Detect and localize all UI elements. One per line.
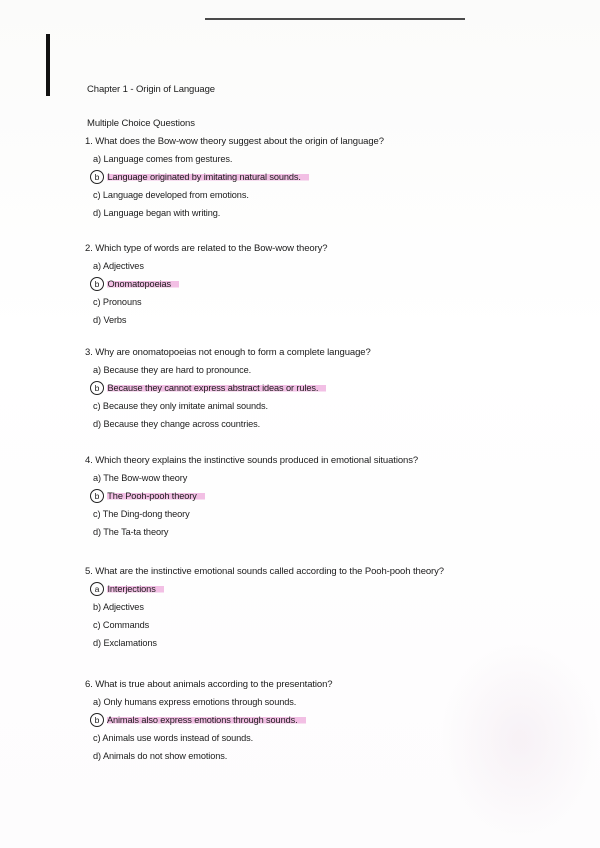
scan-edge-shadow-top xyxy=(205,18,465,20)
circled-option-letter: b xyxy=(90,277,104,291)
option-text: Because they only imitate animal sounds. xyxy=(102,401,268,411)
option-text: Exclamations xyxy=(103,638,157,648)
option-text: Because they are hard to pronounce. xyxy=(103,365,252,375)
answer-option-selected xyxy=(93,275,561,293)
option-letter: d) xyxy=(93,208,101,218)
question-text: 4. Which theory explains the instinctive sounds produced in emotional situations? xyxy=(85,455,419,466)
option-letter: d) xyxy=(93,419,101,429)
answer-option-selected xyxy=(93,168,561,186)
option-text: Verbs xyxy=(103,315,127,325)
circled-option-letter: a xyxy=(90,582,104,596)
highlighted-answer-text: Interjections xyxy=(107,584,163,594)
option-text: Adjectives xyxy=(102,602,144,612)
option-letter: c) xyxy=(93,733,101,743)
circled-option-letter: b xyxy=(90,381,104,395)
option-text: Language developed from emotions. xyxy=(102,190,249,200)
question-text: 1. What does the Bow-wow theory suggest about the origin of language? xyxy=(85,136,384,147)
option-letter: a) xyxy=(93,261,101,271)
chapter-title: Chapter 1 - Origin of Language xyxy=(87,84,215,95)
answer-option xyxy=(93,634,561,652)
option-letter: c) xyxy=(93,401,101,411)
option-letter: d) xyxy=(93,315,101,325)
answer-option xyxy=(93,311,561,329)
option-text: Language began with writing. xyxy=(103,208,221,218)
option-text: Adjectives xyxy=(102,261,144,271)
option-letter: d) xyxy=(93,527,101,537)
answer-option xyxy=(93,415,561,433)
answer-option-selected xyxy=(93,487,561,505)
option-letter: c) xyxy=(93,509,101,519)
answer-option xyxy=(93,257,561,275)
question-text: 6. What is true about animals according to the presentation? xyxy=(85,679,333,690)
option-letter: c) xyxy=(93,190,101,200)
answer-option xyxy=(93,505,561,523)
option-text: Only humans express emotions through sounds. xyxy=(103,697,297,707)
answer-option xyxy=(93,616,561,634)
option-text: The Ta-ta theory xyxy=(103,527,169,537)
highlighted-answer-text: Onomatopoeias xyxy=(107,279,179,289)
option-text: Animals do not show emotions. xyxy=(102,751,228,761)
circled-option-letter: b xyxy=(90,489,104,503)
answer-option xyxy=(93,598,561,616)
question-block xyxy=(81,677,561,765)
scan-edge-shadow-left xyxy=(46,34,50,96)
circled-option-letter: b xyxy=(90,713,104,727)
highlighted-answer-text: Language originated by imitating natural sounds. xyxy=(107,172,308,182)
answer-option xyxy=(93,293,561,311)
answer-option xyxy=(93,729,561,747)
answer-option-selected xyxy=(93,580,561,598)
option-letter: d) xyxy=(93,751,101,761)
answer-option xyxy=(93,469,561,487)
answer-option xyxy=(93,204,561,222)
highlighted-answer-text: The Pooh-pooh theory xyxy=(107,491,204,501)
answer-option xyxy=(93,523,561,541)
question-block xyxy=(81,134,561,222)
option-letter: a) xyxy=(93,154,101,164)
answer-option xyxy=(93,747,561,765)
question-block xyxy=(81,241,561,329)
option-letter: c) xyxy=(93,620,101,630)
option-text: The Ding-dong theory xyxy=(102,509,190,519)
answer-option xyxy=(93,361,561,379)
highlighted-answer-text: Because they cannot express abstract ideas or rules. xyxy=(107,383,326,393)
option-text: Commands xyxy=(102,620,150,630)
option-text: Animals use words instead of sounds. xyxy=(102,733,254,743)
option-text: The Bow-wow theory xyxy=(103,473,188,483)
answer-option-selected xyxy=(93,379,561,397)
question-block xyxy=(81,345,561,433)
question-text: 3. Why are onomatopoeias not enough to form a complete language? xyxy=(85,347,371,358)
highlighted-answer-text: Animals also express emotions through sounds. xyxy=(107,715,306,725)
option-letter: c) xyxy=(93,297,101,307)
answer-option xyxy=(93,186,561,204)
answer-option-selected xyxy=(93,711,561,729)
section-title: Multiple Choice Questions xyxy=(87,118,195,129)
option-letter: b) xyxy=(93,602,101,612)
option-letter: a) xyxy=(93,473,101,483)
option-text: Pronouns xyxy=(102,297,142,307)
question-text: 5. What are the instinctive emotional sounds called according to the Pooh-pooh theory? xyxy=(85,566,444,577)
answer-option xyxy=(93,693,561,711)
question-text: 2. Which type of words are related to the Bow-wow theory? xyxy=(85,243,328,254)
answer-option xyxy=(93,150,561,168)
option-letter: d) xyxy=(93,638,101,648)
option-letter: a) xyxy=(93,365,101,375)
question-block xyxy=(81,453,561,541)
option-text: Language comes from gestures. xyxy=(103,154,233,164)
answer-option xyxy=(93,397,561,415)
circled-option-letter: b xyxy=(90,170,104,184)
question-block xyxy=(81,564,561,652)
option-letter: a) xyxy=(93,697,101,707)
option-text: Because they change across countries. xyxy=(103,419,261,429)
